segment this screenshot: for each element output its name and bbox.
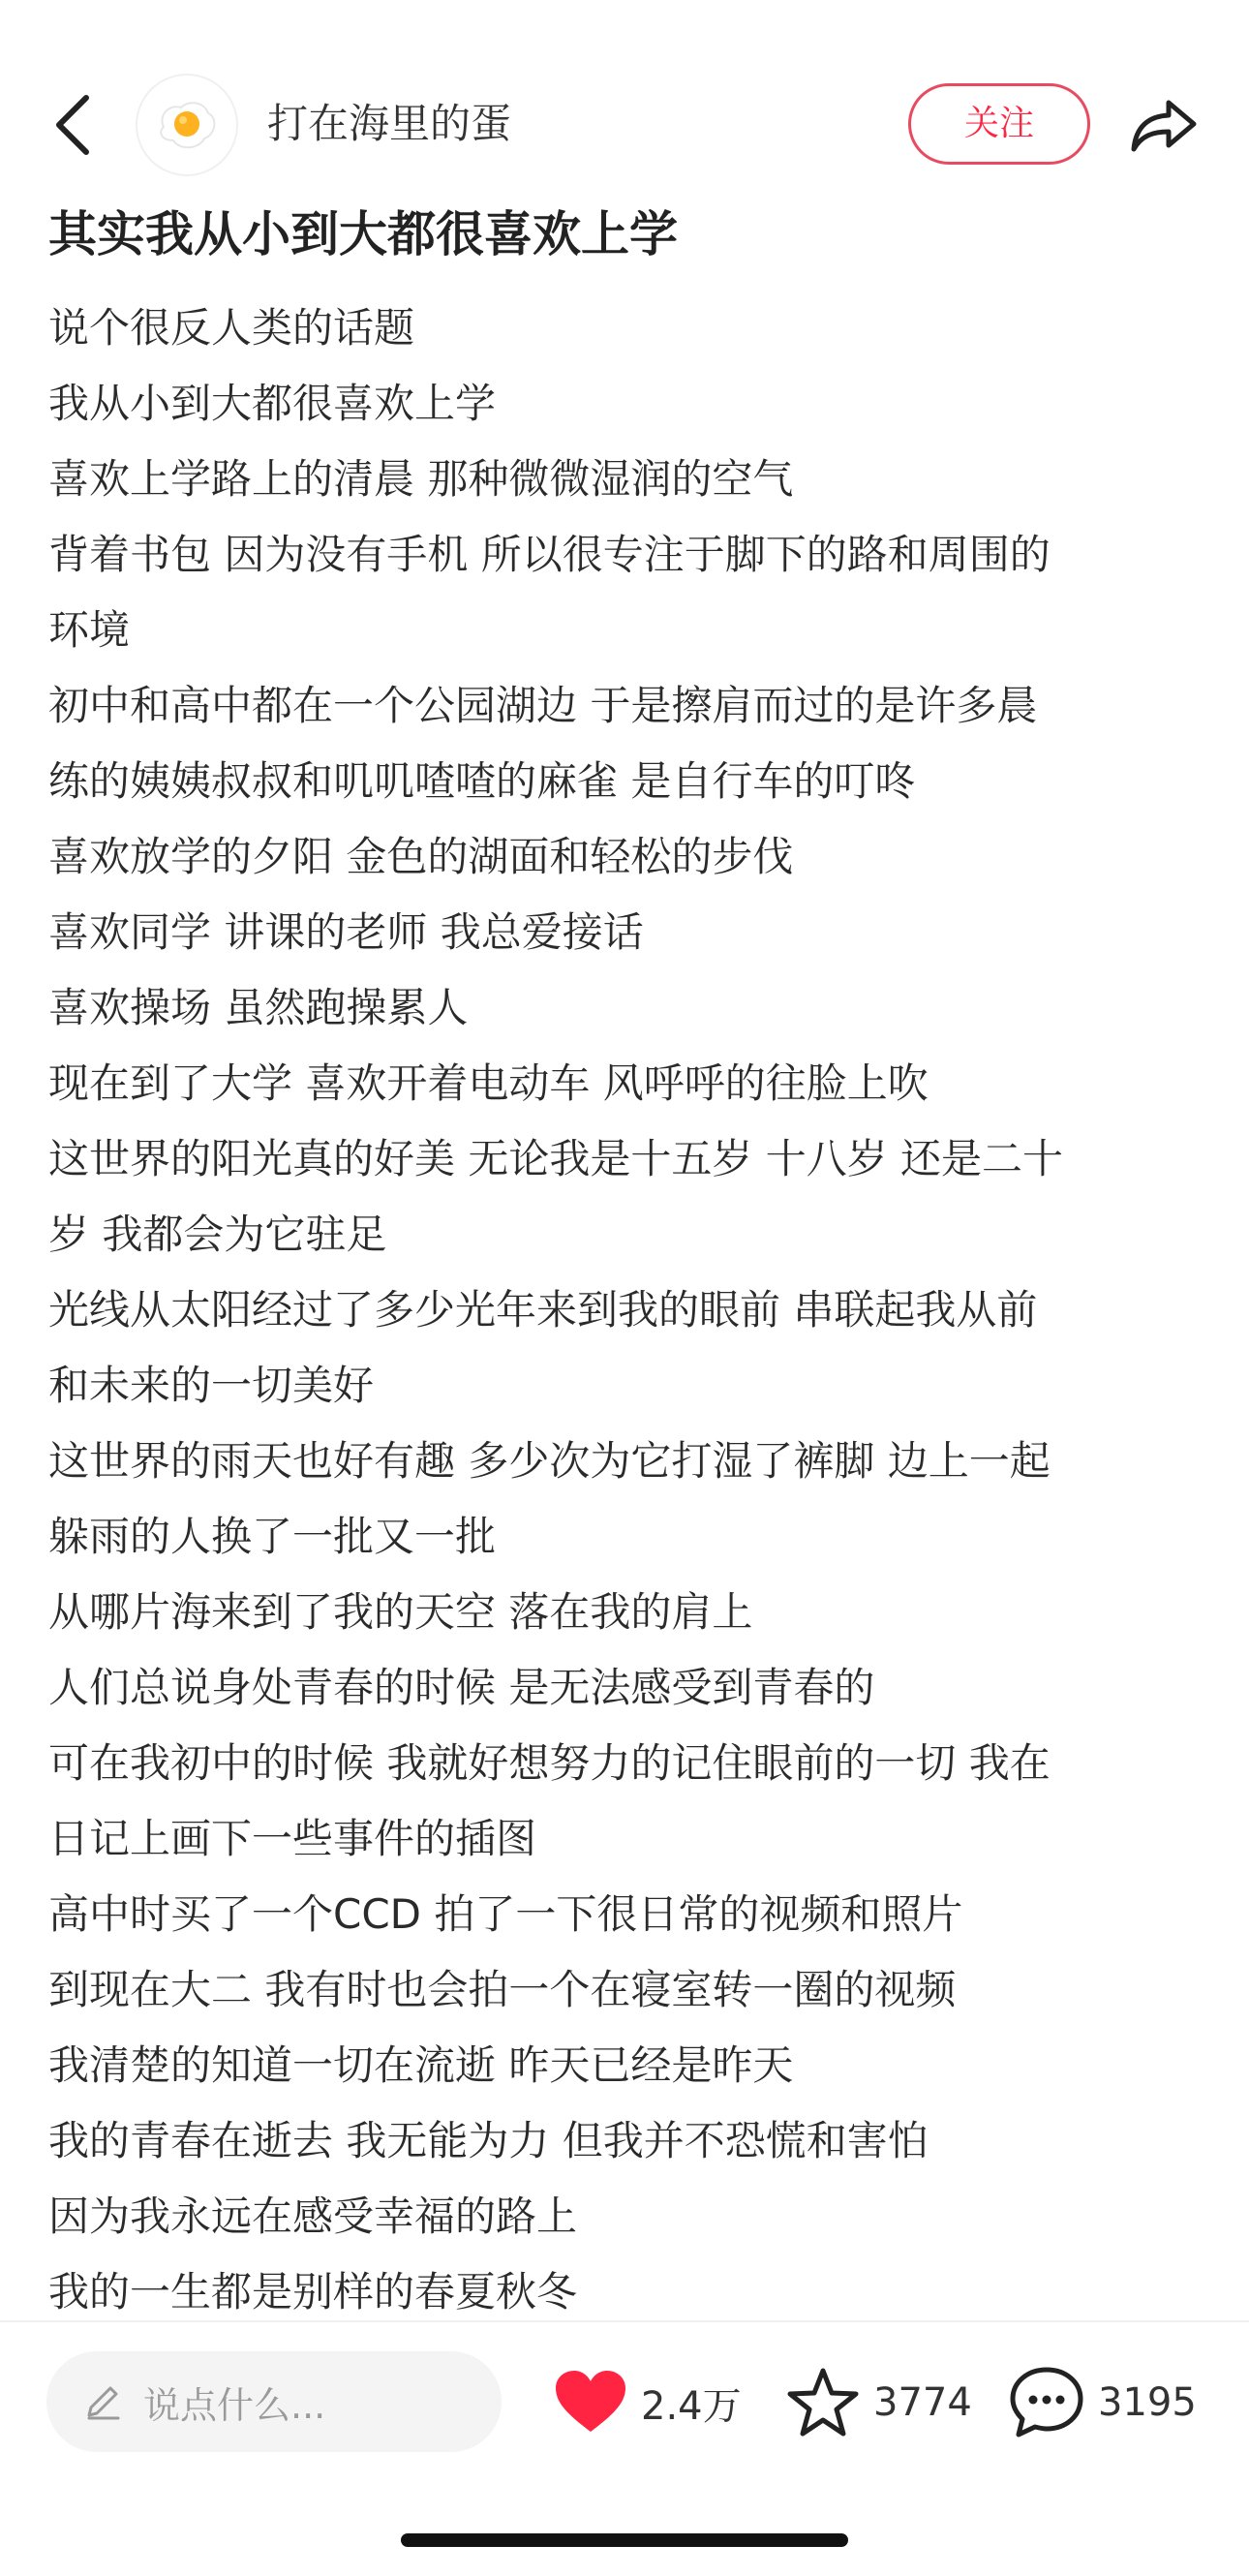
post-header bbox=[0, 66, 1249, 182]
fried-egg-icon bbox=[156, 98, 218, 152]
pen-icon bbox=[81, 2380, 124, 2423]
post-line: 喜欢同学 讲课的老师 我总爱接话 bbox=[48, 908, 644, 956]
like-button[interactable] bbox=[554, 2359, 742, 2446]
post-line: 人们总说身处青春的时候 是无法感受到青春的 bbox=[48, 1664, 875, 1711]
post-line: 喜欢放学的夕阳 金色的湖面和轻松的步伐 bbox=[48, 833, 794, 880]
post-line: 喜欢操场 虽然跑操累人 bbox=[48, 984, 469, 1031]
post-line: 说个很反人类的话题 bbox=[48, 304, 415, 352]
heart-icon bbox=[554, 2370, 627, 2436]
post-line: 初中和高中都在一个公园湖边 于是擦肩而过的是许多晨 bbox=[48, 682, 1038, 729]
comment-count: 3195 bbox=[1098, 2380, 1197, 2425]
star-icon bbox=[786, 2367, 860, 2438]
post-line: 这世界的阳光真的好美 无论我是十五岁 十八岁 还是二十 bbox=[48, 1135, 1064, 1182]
author-name[interactable]: 打在海里的蛋 bbox=[267, 100, 512, 147]
post-line: 可在我初中的时候 我就好想努力的记住眼前的一切 我在 bbox=[48, 1739, 1051, 1787]
chevron-left-icon bbox=[53, 94, 92, 156]
post-line: 背着书包 因为没有手机 所以很专注于脚下的路和周围的 bbox=[48, 531, 1051, 578]
post-line: 岁 我都会为它驻足 bbox=[48, 1211, 387, 1258]
back-button[interactable] bbox=[39, 89, 107, 161]
home-indicator[interactable] bbox=[401, 2533, 848, 2547]
post-line: 日记上画下一些事件的插图 bbox=[48, 1815, 537, 1862]
share-arrow-icon bbox=[1130, 97, 1198, 155]
post-line: 我的青春在逝去 我无能为力 但我并不恐慌和害怕 bbox=[48, 2117, 929, 2164]
post-line: 从哪片海来到了我的天空 落在我的肩上 bbox=[48, 1588, 753, 1636]
post-line: 我的一生都是别样的春夏秋冬 bbox=[48, 2268, 578, 2315]
chat-bubble-icon bbox=[1009, 2366, 1084, 2439]
comment-button[interactable] bbox=[1009, 2359, 1197, 2446]
post-body bbox=[48, 291, 1201, 2330]
collect-button[interactable] bbox=[786, 2359, 972, 2446]
comment-placeholder: 说点什么... bbox=[143, 2383, 326, 2427]
post-line: 和未来的一切美好 bbox=[48, 1362, 375, 1409]
share-button[interactable] bbox=[1125, 87, 1203, 165]
collect-count: 3774 bbox=[873, 2380, 972, 2425]
like-count: 2.4万 bbox=[641, 2383, 742, 2429]
post-line: 喜欢上学路上的清晨 那种微微湿润的空气 bbox=[48, 455, 794, 503]
post-line: 这世界的雨天也好有趣 多少次为它打湿了裤脚 边上一起 bbox=[48, 1437, 1051, 1485]
post-line: 我清楚的知道一切在流逝 昨天已经是昨天 bbox=[48, 2041, 794, 2089]
author-avatar[interactable] bbox=[136, 74, 238, 176]
bottom-divider bbox=[0, 2320, 1249, 2322]
post-line: 因为我永远在感受幸福的路上 bbox=[48, 2193, 578, 2240]
post-line: 高中时买了一个CCD 拍了一下很日常的视频和照片 bbox=[48, 1890, 963, 1938]
post-line: 环境 bbox=[48, 606, 131, 654]
post-line: 练的姨姨叔叔和叽叽喳喳的麻雀 是自行车的叮咚 bbox=[48, 757, 916, 805]
post-title: 其实我从小到大都很喜欢上学 bbox=[48, 206, 678, 262]
post-line: 光线从太阳经过了多少光年来到我的眼前 串联起我从前 bbox=[48, 1286, 1038, 1334]
post-line: 现在到了大学 喜欢开着电动车 风呼呼的往脸上吹 bbox=[48, 1059, 929, 1107]
follow-button[interactable]: 关注 bbox=[908, 83, 1090, 165]
comment-input[interactable] bbox=[46, 2351, 502, 2452]
post-line: 躲雨的人换了一批又一批 bbox=[48, 1513, 497, 1560]
post-line: 我从小到大都很喜欢上学 bbox=[48, 380, 497, 427]
post-line: 到现在大二 我有时也会拍一个在寝室转一圈的视频 bbox=[48, 1966, 957, 2013]
